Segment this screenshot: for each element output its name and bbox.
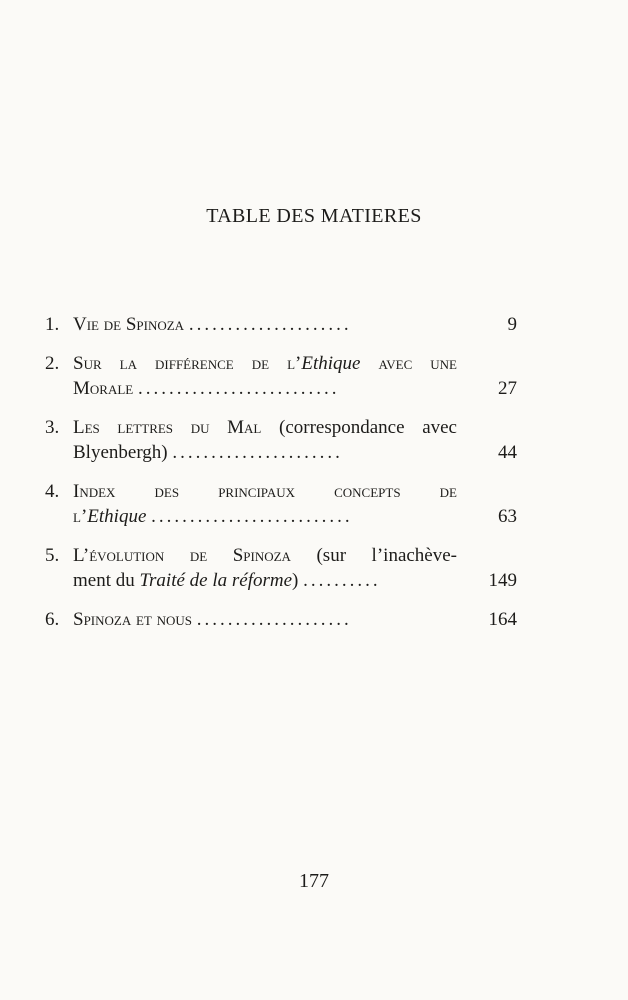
entry-title-word: de: [439, 481, 457, 502]
entry-number: 5.: [45, 545, 60, 566]
entry-title-part: l’: [73, 506, 88, 527]
entry-page-number: 149: [488, 570, 517, 591]
entry-subtitle: ment du: [73, 570, 135, 591]
leader-dots: ....................: [196, 609, 352, 630]
entry-number: 2.: [45, 353, 60, 374]
entry-page-number: 44: [498, 442, 517, 463]
entry-number: 4.: [45, 481, 60, 502]
toc-entry-4: [45, 479, 517, 529]
toc-entry-6: [45, 607, 517, 632]
leader-dots: ......................: [172, 442, 343, 463]
entry-line: [73, 607, 457, 632]
folio-page-number: 177: [299, 870, 329, 892]
leader-dots: ..........................: [151, 506, 353, 527]
entry-line: [73, 415, 457, 440]
entry-title-part: L’évolution de Spinoza: [73, 545, 291, 566]
toc-entry-3: [45, 415, 517, 465]
entry-title: Spinoza et nous: [73, 609, 193, 630]
leader-dots: .....................: [188, 314, 352, 335]
entry-title-italic: Ethique: [301, 353, 361, 374]
entry-title: Vie de Spinoza: [73, 314, 185, 335]
toc-entry-2: [45, 351, 517, 401]
toc-entry-5: [45, 543, 517, 593]
entry-subtitle-italic: Traité de la réforme: [139, 570, 293, 591]
entry-title-part: Morale: [73, 378, 134, 399]
entry-title-part: Les lettres du Mal: [73, 417, 262, 438]
toc-entry-1: [45, 312, 517, 337]
entry-page-number: 27: [498, 378, 517, 399]
entry-subtitle: ): [292, 570, 299, 591]
entry-line: [73, 376, 457, 401]
leader-dots: ..........: [303, 570, 381, 591]
entry-line: [73, 543, 457, 568]
entry-title-word: Index: [73, 481, 116, 502]
entry-title-part: Sur la différence de l’: [73, 353, 302, 374]
entry-page-number: 63: [498, 506, 517, 527]
entry-line: [73, 479, 457, 504]
entry-body: [73, 543, 457, 593]
entry-line: [73, 568, 457, 593]
entry-number: 1.: [45, 314, 60, 335]
entry-title-word: concepts: [334, 481, 401, 502]
leader-dots: ..........................: [137, 378, 340, 399]
entry-title-word: des: [154, 481, 180, 502]
entry-line: [73, 351, 457, 376]
entry-line: [73, 312, 457, 337]
entry-body: [73, 479, 457, 529]
entry-subtitle: Blyenbergh): [73, 442, 168, 463]
entry-number: 6.: [45, 609, 60, 630]
entry-subtitle: (correspondance avec: [279, 417, 457, 438]
entry-title-word: principaux: [218, 481, 296, 502]
entry-page-number: 9: [507, 314, 517, 335]
page-title: TABLE DES MATIERES: [206, 205, 422, 227]
entry-body: [73, 351, 457, 401]
entry-title-part: avec une: [378, 353, 457, 374]
entry-body: [73, 312, 457, 337]
entry-line: [73, 440, 457, 465]
entry-line: [73, 504, 457, 529]
entry-page-number: 164: [488, 609, 517, 630]
entry-subtitle: (sur l’inachève-: [316, 545, 457, 566]
entry-body: [73, 415, 457, 465]
entry-title-italic: Ethique: [87, 506, 147, 527]
table-of-contents: [45, 312, 517, 646]
entry-body: [73, 607, 457, 632]
entry-number: 3.: [45, 417, 60, 438]
